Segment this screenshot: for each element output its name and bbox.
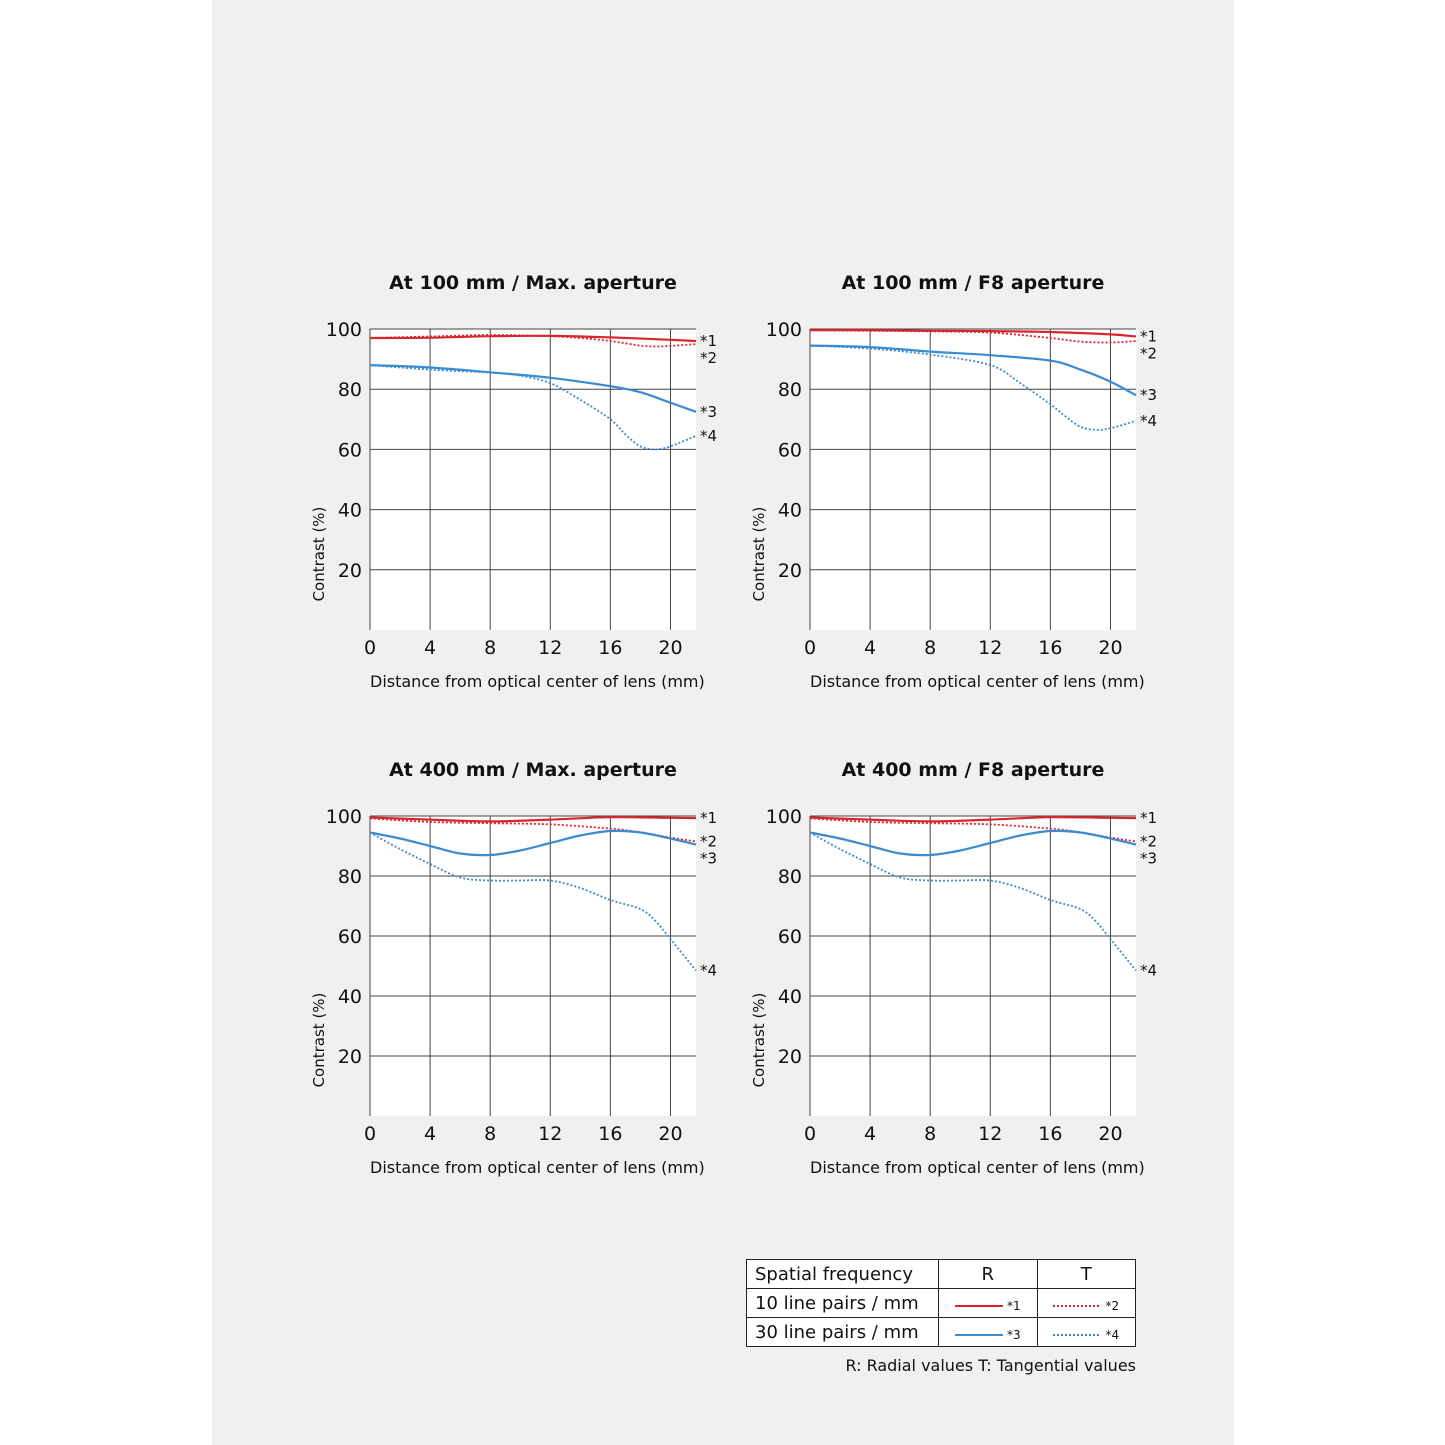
y-tick-label: 100 xyxy=(765,806,802,828)
legend-swatch-r1 xyxy=(939,1289,1037,1318)
x-tick-label: 4 xyxy=(864,1123,877,1145)
x-tick-label: 16 xyxy=(1038,1123,1063,1145)
legend-swatch-label: *4 xyxy=(1105,1327,1120,1342)
x-tick-label: 20 xyxy=(1098,1123,1123,1145)
y-axis-label: Contrast (%) xyxy=(310,506,328,602)
legend-swatch-label: *1 xyxy=(1006,1298,1021,1313)
x-tick-label: 20 xyxy=(1098,637,1123,659)
legend-row-10lp xyxy=(747,1289,1136,1318)
legend-note: R: Radial values T: Tangential values xyxy=(845,1356,1136,1375)
x-tick-label: 4 xyxy=(424,637,437,659)
legend-swatch-label: *2 xyxy=(1105,1298,1120,1313)
plot-area xyxy=(810,329,1136,630)
y-tick-label: 80 xyxy=(337,866,362,888)
series-end-label: *4 xyxy=(700,961,718,980)
legend-header-row xyxy=(747,1260,1136,1289)
series-end-label: *2 xyxy=(1140,832,1158,851)
y-tick-label: 80 xyxy=(777,379,802,402)
y-tick-label: 60 xyxy=(337,926,362,948)
series-end-label: *1 xyxy=(1140,327,1158,346)
x-tick-label: 0 xyxy=(803,637,817,659)
y-tick-label: 60 xyxy=(777,439,802,462)
series-end-label: *1 xyxy=(700,332,718,351)
y-tick-label: 40 xyxy=(777,986,802,1008)
series-end-label: *4 xyxy=(1140,961,1158,980)
series-end-label: *2 xyxy=(700,832,718,851)
y-axis-label: Contrast (%) xyxy=(310,992,328,1088)
x-tick-label: 12 xyxy=(538,1123,563,1145)
series-end-label: *4 xyxy=(700,426,718,445)
y-tick-label: 60 xyxy=(777,926,802,948)
series-end-label: *2 xyxy=(1140,344,1158,363)
x-axis-label: Distance from optical center of lens (mm) xyxy=(810,672,1145,691)
chart-panel-1 xyxy=(310,272,717,691)
x-tick-label: 12 xyxy=(538,637,563,659)
legend-swatch-t4 xyxy=(1037,1318,1135,1347)
plot-area xyxy=(370,816,696,1116)
x-axis-label: Distance from optical center of lens (mm) xyxy=(810,1158,1145,1177)
legend-swatch-label: *3 xyxy=(1006,1327,1021,1342)
x-tick-label: 8 xyxy=(484,637,497,659)
series-end-label: *4 xyxy=(1140,411,1158,430)
legend-swatch-t2 xyxy=(1037,1289,1135,1318)
y-axis-label: Contrast (%) xyxy=(750,992,768,1088)
y-tick-label: 20 xyxy=(337,1046,362,1068)
legend-row-30lp xyxy=(747,1318,1136,1347)
chart-panel-3 xyxy=(310,759,717,1177)
series-end-label: *1 xyxy=(1140,809,1158,828)
series-end-label: *3 xyxy=(1140,849,1158,868)
y-axis-label: Contrast (%) xyxy=(750,506,768,602)
legend-header-r: R xyxy=(939,1260,1037,1289)
x-tick-label: 16 xyxy=(598,637,623,659)
x-tick-label: 16 xyxy=(1038,637,1063,659)
legend-swatch-r3 xyxy=(939,1318,1037,1347)
x-tick-label: 4 xyxy=(864,637,877,659)
x-tick-label: 20 xyxy=(658,1123,683,1145)
y-tick-label: 80 xyxy=(777,866,802,888)
y-tick-label: 100 xyxy=(765,319,802,341)
x-tick-label: 8 xyxy=(924,1123,937,1145)
plot-area xyxy=(370,329,696,630)
series-end-label: *3 xyxy=(700,402,718,421)
x-axis-label: Distance from optical center of lens (mm) xyxy=(370,672,705,691)
chart-panel-4 xyxy=(750,759,1157,1177)
series-end-label: *1 xyxy=(700,809,718,828)
x-tick-label: 16 xyxy=(598,1123,623,1145)
x-tick-label: 12 xyxy=(978,637,1003,659)
y-tick-label: 20 xyxy=(337,559,362,582)
chart-title: At 400 mm / F8 aperture xyxy=(841,759,1105,781)
series-end-label: *3 xyxy=(1140,386,1158,405)
legend-table xyxy=(746,1259,1136,1347)
legend-row-label: 30 line pairs / mm xyxy=(747,1318,939,1347)
chart-title: At 100 mm / Max. aperture xyxy=(389,272,677,294)
y-tick-label: 80 xyxy=(337,379,362,402)
chart-title: At 400 mm / Max. aperture xyxy=(389,759,677,781)
legend-header-label: Spatial frequency xyxy=(747,1260,939,1289)
y-tick-label: 40 xyxy=(337,986,362,1008)
y-tick-label: 20 xyxy=(777,1046,802,1068)
x-tick-label: 8 xyxy=(484,1123,497,1145)
legend-header-t: T xyxy=(1037,1260,1135,1289)
y-tick-label: 40 xyxy=(337,499,362,522)
legend-row-label: 10 line pairs / mm xyxy=(747,1289,939,1318)
x-axis-label: Distance from optical center of lens (mm) xyxy=(370,1158,705,1177)
series-end-label: *2 xyxy=(700,349,718,368)
x-tick-label: 20 xyxy=(658,637,683,659)
x-tick-label: 8 xyxy=(924,637,937,659)
x-tick-label: 12 xyxy=(978,1123,1003,1145)
y-tick-label: 100 xyxy=(325,319,362,341)
y-tick-label: 20 xyxy=(777,559,802,582)
plot-area xyxy=(810,816,1136,1116)
x-tick-label: 0 xyxy=(363,1123,377,1145)
x-tick-label: 0 xyxy=(803,1123,817,1145)
chart-title: At 100 mm / F8 aperture xyxy=(841,272,1105,294)
x-tick-label: 4 xyxy=(424,1123,437,1145)
series-end-label: *3 xyxy=(700,849,718,868)
x-tick-label: 0 xyxy=(363,637,377,659)
y-tick-label: 40 xyxy=(777,499,802,522)
chart-panel-2 xyxy=(750,272,1157,691)
y-tick-label: 60 xyxy=(337,439,362,462)
y-tick-label: 100 xyxy=(325,806,362,828)
